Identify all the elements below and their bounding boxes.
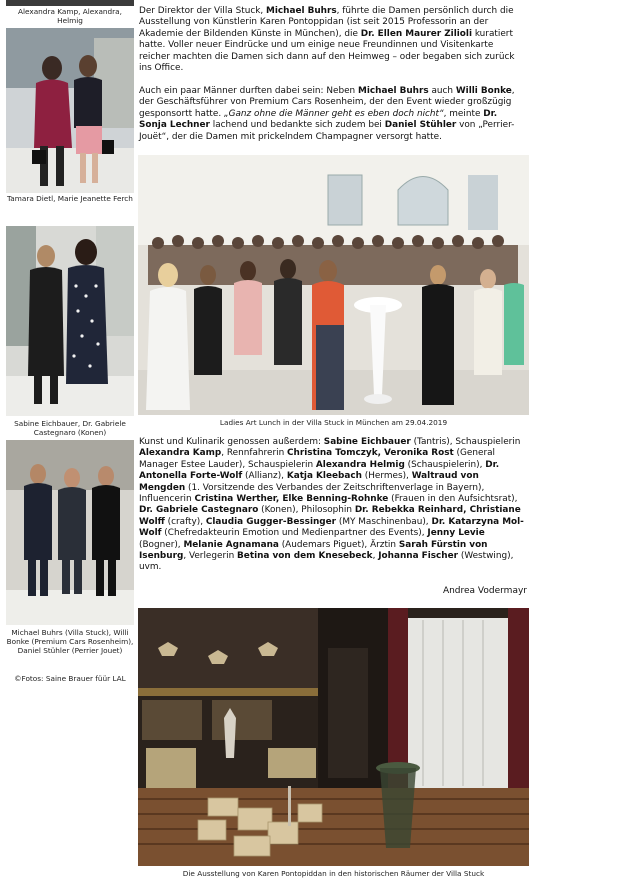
photo-buhrs-bonke-stuehler [6,440,134,625]
caption-michael-buhrs: Michael Buhrs (Villa Stuck), Willi Bonke (Premium Cars Rosenheim), Daniel Stühler (Perrier Jouet) [6,628,134,655]
paragraph-intro: Der Direktor der Villa Stuck, Michael Buhrs, führte die Damen persönlich durch die Ausstellung von Künstlerin Karen Pontoppidan (ist seit 2015 Professorin an der Akademie der Bildenden Künste in München), die Dr. Ellen Maurer Zilioli kuratiert hatte. Voller neuer Eindrücke und um einige neue Freundinnen und Visitenkarte reicher machten die Damen sich dann auf den Heimweg – oder begaben sich zurück ins Office. [139,6,515,74]
caption-tamara-dietl: Tamara Dietl, Marie Jeanette Ferch [7,194,133,203]
author-name: Andrea Vodermayr [442,586,527,596]
caption-alexandra-kamp: Alexandra Kamp, Alexandra, Helmig [18,7,122,25]
photo-tamara-dietl-ferch [6,226,134,416]
caption-ladies-art-lunch: Ladies Art Lunch in der Villa Stuck in München am 29.04.2019 [219,418,448,427]
caption-sabine-eichbauer: Sabine Eichbauer, Dr. Gabriele Castegnaro (Konen) [14,419,126,437]
photo-ladies-art-lunch-group [138,155,529,415]
photo-alexandra-kamp-helmig [6,28,134,193]
photo-exhibition-room [138,608,529,866]
paragraph-men: Auch ein paar Männer durften dabei sein: Neben Michael Buhrs auch Willi Bonke, der Geschäftsführer von Premium Cars Rosenheim, der den Event wieder großzügig gesponsortt hatte. „Ganz ohne die Männer geht es eben doch nicht“, meinte Dr. Sonja Lechner lachend und bedankte sich zudem bei Daniel Stühler von „Perrier-Jouët“, der die Damen mit prickelndem Champagner versorgt hatte. [139,86,515,142]
photo-credit: ©Fotos: Saine Brauer füür LAL [14,674,126,683]
photo-top-partial [6,0,134,6]
paragraph-guests: Kunst und Kulinarik genossen außerdem: Sabine Eichbauer (Tantris), Schauspielerin Alexandra Kamp, Rennfahrerin Christina Tomczyk, Veronika Rost (General Manager Estee Lauder), Schauspielerin Alexandra Helmig (Schauspielerin), Dr. Antonella Forte-Wolf (Allianz), Katja Kleebach (Hermes), Waltraud von Mengden (1. Vorsitzende des Verbandes der Zeitschriftenverlage in Bayern), Influencerin Cristina Werther, Elke Benning-Rohnke (Frauen in den Aufsichtsrat), Dr. Gabriele Castegnaro (Konen), Philosophin Dr. Rebekka Reinhard, Christiane Wolff (crafty), Claudia Gugger-Bessinger (MY Maschinenbau), Dr. Katarzyna Mol-Wolf (Chefredakteurin Emotion und Medienpartner des Events), Jenny Levie (Bogner), Melanie Agnamana (Audemars Piguet), Ärztin Sarah Fürstin von Isenburg, Verlegerin Betina von dem Knesebeck, Johanna Fischer (Westwing), uvm. [139,437,524,573]
caption-exhibition: Die Ausstellung von Karen Pontopiddan in den historischen Räumer der Villa Stuck [182,869,485,878]
